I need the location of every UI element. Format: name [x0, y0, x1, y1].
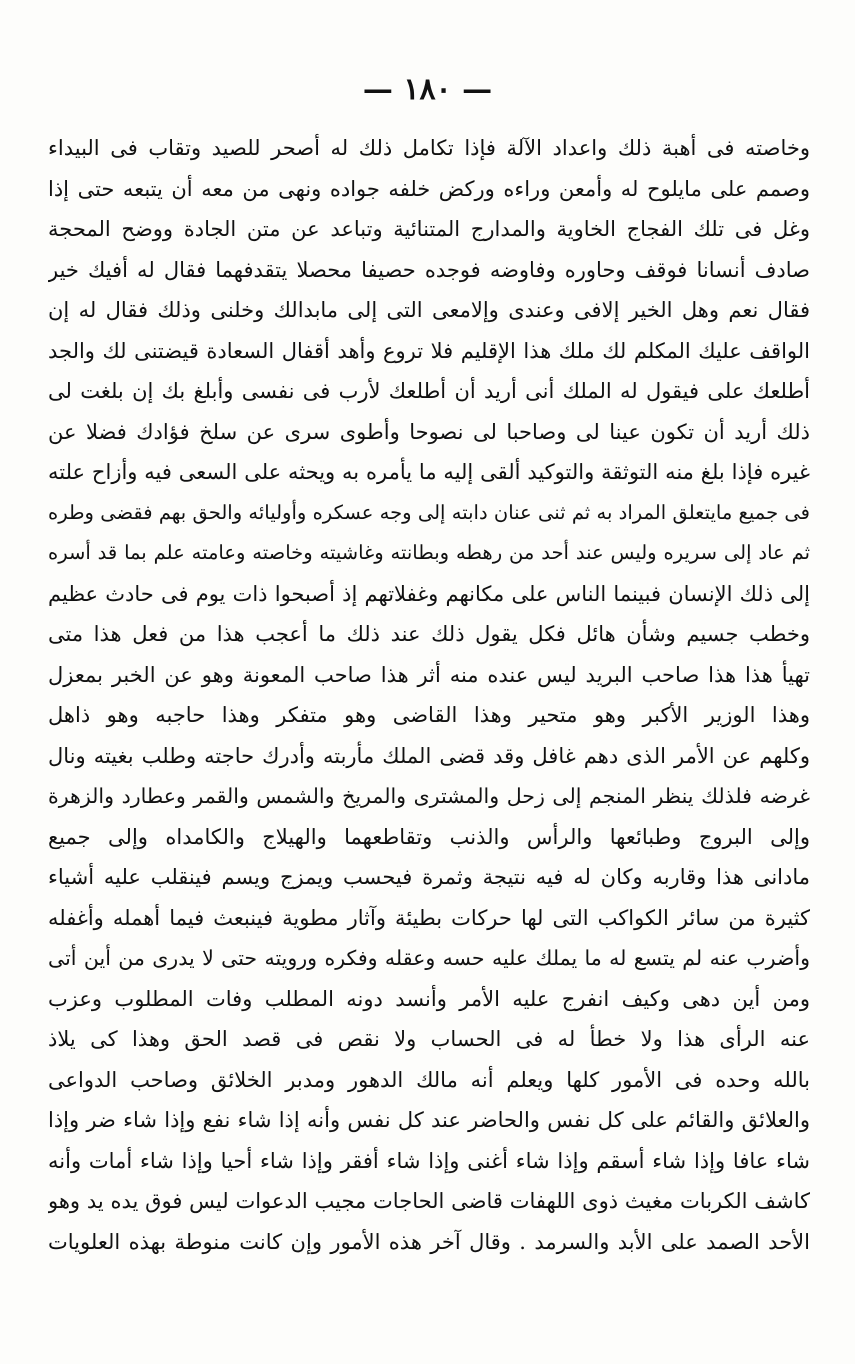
text-line: وإلى البروج وطبائعها والرأس والذنب وتقاطعهما والهيلاج والكامداه وإلى جميع — [48, 824, 810, 849]
text-line: وصمم على مايلوح له وأمعن وراءه وركض خلفه جواده ونهى من معه أن يتبعه حتى إذا — [48, 176, 810, 201]
text-line: وأضرب عنه لم يتسع له ما يملك عليه حسه وعقله وفكره ورويته حتى لا يدرى من أين أتى — [48, 946, 810, 970]
text-line: غيره فإذا بلغ منه التوثقة والتوكيد ألقى إليه ما يأمره به ويحثه على السعى فيه وأزاح علته — [48, 460, 810, 484]
text-line: غرضه فلذلك ينظر المنجم إلى زحل والمشترى والمريخ والشمس والقمر وعطارد والزهرة — [48, 784, 810, 808]
text-line: وخاصته فى أهبة ذلك واعداد الآلة فإذا تكامل ذلك له أصحر للصيد وتقاب فى البيداء — [48, 136, 810, 160]
text-line: كثيرة من سائر الكواكب التى لها حركات بطيئة وآثار مطوية فينبعث فيما أهمله وأغفله — [48, 905, 810, 930]
text-line: الواقف عليك المكلم لك ملك هذا الإقليم فلا تروع وأهد أقفال السعادة قيضتنى لك والجد — [48, 338, 810, 363]
text-line: أطلعك على فيقول له الملك أنى أريد أن أطلعك لأرب فى نفسى وأبلغ بك إن بلغت لى — [48, 379, 810, 403]
text-line: عنه الرأى هذا ولا خطأ له فى الحساب ولا نقص فى قصد الحق وهذا كى يلاذ — [48, 1027, 810, 1051]
text-line: ثم عاد إلى سريره وليس عند أحد من رهطه وبطانته وغاشيته وخاصته وعامته علم بما قد أسره — [48, 541, 810, 564]
text-line: الأحد الصمد على الأبد والسرمد . وقال آخر هذه الأمور وإن كانت منوطة بهذه العلويات — [48, 1229, 810, 1254]
text-line: والعلائق والقائم على كل نفس والحاضر عند كل نفس وأنه إذا شاء نفع وإذا شاء ضر وإذا — [48, 1108, 810, 1132]
text-line: فى جميع مايتعلق المراد به ثم ثنى عنان دابته إلى وجه عسكره وأوليائه والحق بهم فقضى وطره — [48, 500, 810, 524]
text-line: وكلهم عن الأمر الذى دهم غافل وقد قضى الملك مأربته وأدرك حاجته وطلب بغيته ونال — [48, 743, 810, 768]
text-line: إلى ذلك الإنسان فبينما الناس على مكانهم وغفلاتهم إذ أصبحوا ذات يوم فى حادث عظيم — [48, 581, 810, 606]
text-line: كاشف الكربات مغيث ذوى اللهفات قاضى الحاجات مجيب الدعوات ليس فوق يده يد وهو — [48, 1189, 810, 1213]
text-line: فقال نعم وهل الخير إلافى وعندى وإلامعى التى إلى مابدالك وخلنى وذلك فقال له إن — [48, 298, 810, 322]
text-line: وغل فى تلك الفجاج الخاوية والمدارج المتنائية وتباعد عن متن الجادة ووضح المحجة — [48, 217, 810, 241]
page-number: — ١٨٠ — — [362, 72, 493, 107]
text-line: وهذا الوزير الأكبر وهو متحير وهذا القاضى وهو متفكر وهذا حاجبه وهو ذاهل — [48, 703, 810, 727]
text-line: مادانى هذا وقاربه وكان له فيه نتيجة وثمرة فيحسب ويمزج ويسم فينقلب عليه أشياء — [48, 865, 810, 889]
text-line: بالله وحده فى الأمور كلها ويعلم أنه مالك الدهور ومدبر الخلائق وصاحب الدواعى — [48, 1067, 810, 1092]
text-line: تهيأ هذا هذا صاحب البريد ليس عنده منه أثر هذا صاحب المعونة وهو عن الخبر بمعزل — [48, 662, 810, 687]
text-line: وخطب جسيم وشأن هائل فكل يقول ذلك عند ذلك ما أعجب هذا من فعل هذا متى — [48, 622, 810, 646]
text-line: صادف أنسانا فوقف وحاوره وفاوضه فوجده حصيفا محصلا يتقدفهما فقال له أفيك خير — [48, 257, 810, 282]
text-line: شاء عافا وإذا شاء أسقم وإذا شاء أغنى وإذا شاء أفقر وإذا شاء أحيا وإذا شاء أمات وأنه — [48, 1148, 810, 1173]
text-line: ذلك أريد أن تكون عينا لى وصاحبا لى نصوحا وأطوى سرى عن سلخ فؤادك فضلا عن — [48, 419, 810, 444]
body-text — [48, 128, 810, 1262]
text-line: ومن أين دهى وكيف انفرج عليه الأمر وأنسد دونه المطلب وفات المطلوب وعزب — [48, 986, 810, 1011]
